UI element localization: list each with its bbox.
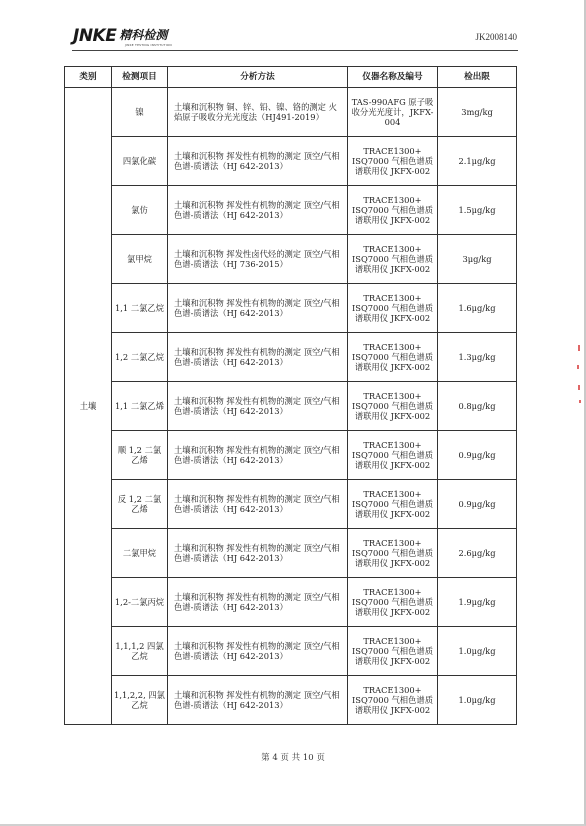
method-text: 土壤和沉积物 挥发性有机物的测定 顶空/气相色谱-质谱法（HJ 642-2013） [174, 445, 340, 465]
instrument-cell: TRACE1300+ ISQ7000 气相色谱质谱联用仪 JKFX-002 [348, 284, 438, 333]
table-row [65, 627, 517, 676]
method-cell [168, 88, 348, 137]
item-cell: 1,1,2,2, 四氯乙烷 [112, 676, 168, 725]
instrument-cell: TRACE1300+ ISQ7000 气相色谱质谱联用仪 JKFX-002 [348, 431, 438, 480]
limit-cell: 0.9μg/kg [438, 431, 517, 480]
method-text: 土壤和沉积物 挥发性有机物的测定 顶空/气相色谱-质谱法（HJ 642-2013） [174, 347, 340, 367]
item-cell: 1,1 二氯乙烷 [112, 284, 168, 333]
method-text: 土壤和沉积物 挥发性卤代烃的测定 顶空/气相色谱-质谱法（HJ 736-2015） [174, 249, 340, 269]
limit-cell: 1.6μg/kg [438, 284, 517, 333]
method-text: 土壤和沉积物 挥发性有机物的测定 顶空/气相色谱-质谱法（HJ 642-2013） [174, 690, 340, 710]
instrument-cell: TRACE1300+ ISQ7000 气相色谱质谱联用仪 JKFX-002 [348, 578, 438, 627]
method-cell [168, 137, 348, 186]
item-cell: 1,1 二氯乙烯 [112, 382, 168, 431]
method-cell [168, 676, 348, 725]
edge-stamp-mark [578, 385, 580, 390]
table-header-row [65, 67, 517, 88]
instrument-cell: TRACE1300+ ISQ7000 气相色谱质谱联用仪 JKFX-002 [348, 333, 438, 382]
limit-cell: 1.5μg/kg [438, 186, 517, 235]
item-cell: 1,2 二氯乙烷 [112, 333, 168, 382]
page-number-footer: 第 4 页 共 10 页 [261, 753, 325, 763]
item-cell: 氯仿 [112, 186, 168, 235]
page-header [73, 28, 517, 50]
method-cell [168, 529, 348, 578]
limit-cell: 1.0μg/kg [438, 627, 517, 676]
header-limit: 检出限 [438, 67, 517, 88]
method-cell [168, 431, 348, 480]
header-item: 检测项目 [112, 67, 168, 88]
header-divider [72, 50, 518, 51]
limit-cell: 3mg/kg [438, 88, 517, 137]
method-text: 土壤和沉积物 挥发性有机物的测定 顶空/气相色谱-质谱法（HJ 642-2013） [174, 396, 340, 416]
limit-cell: 1.0μg/kg [438, 676, 517, 725]
method-cell [168, 480, 348, 529]
edge-stamp-mark [579, 400, 581, 403]
instrument-cell: TRACE1300+ ISQ7000 气相色谱质谱联用仪 JKFX-002 [348, 235, 438, 284]
table-row [65, 235, 517, 284]
method-text: 土壤和沉积物 挥发性有机物的测定 顶空/气相色谱-质谱法（HJ 642-2013） [174, 200, 340, 220]
method-text: 土壤和沉积物 挥发性有机物的测定 顶空/气相色谱-质谱法（HJ 642-2013） [174, 592, 340, 612]
method-text: 土壤和沉积物 挥发性有机物的测定 顶空/气相色谱-质谱法（HJ 642-2013） [174, 151, 340, 171]
limit-cell: 0.9μg/kg [438, 480, 517, 529]
item-cell: 四氯化碳 [112, 137, 168, 186]
instrument-cell: TRACE1300+ ISQ7000 气相色谱质谱联用仪 JKFX-002 [348, 382, 438, 431]
limit-cell: 1.9μg/kg [438, 578, 517, 627]
method-cell [168, 578, 348, 627]
report-number: JK2008140 [475, 32, 517, 42]
header-method: 分析方法 [168, 67, 348, 88]
method-text: 土壤和沉积物 挥发性有机物的测定 顶空/气相色谱-质谱法（HJ 642-2013） [174, 494, 340, 514]
logo-chinese-name: 精科检测 [119, 28, 168, 42]
item-cell: 顺 1,2 二氯乙烯 [112, 431, 168, 480]
limit-cell: 0.8μg/kg [438, 382, 517, 431]
header-instrument: 仪器名称及编号 [348, 67, 438, 88]
item-cell: 1,2-二氯丙烷 [112, 578, 168, 627]
edge-stamp-mark [577, 365, 579, 369]
method-text: 土壤和沉积物 挥发性有机物的测定 顶空/气相色谱-质谱法（HJ 642-2013） [174, 543, 340, 563]
method-cell [168, 284, 348, 333]
method-cell [168, 627, 348, 676]
table-row [65, 382, 517, 431]
method-cell [168, 382, 348, 431]
instrument-cell: TRACE1300+ ISQ7000 气相色谱质谱联用仪 JKFX-002 [348, 137, 438, 186]
method-text: 土壤和沉积物 铜、锌、铅、镍、铬的测定 火焰原子吸收分光光度法（HJ491-2019） [174, 102, 337, 122]
table-row [65, 284, 517, 333]
table-row [65, 333, 517, 382]
instrument-cell: TRACE1300+ ISQ7000 气相色谱质谱联用仪 JKFX-002 [348, 676, 438, 725]
table-row [65, 529, 517, 578]
detection-limits-table [64, 66, 517, 725]
method-text: 土壤和沉积物 挥发性有机物的测定 顶空/气相色谱-质谱法（HJ 642-2013） [174, 298, 340, 318]
item-cell: 镍 [112, 88, 168, 137]
limit-cell: 2.6μg/kg [438, 529, 517, 578]
table-row [65, 137, 517, 186]
instrument-cell: TRACE1300+ ISQ7000 气相色谱质谱联用仪 JKFX-002 [348, 627, 438, 676]
method-cell [168, 235, 348, 284]
category-cell: 土壤 [65, 88, 112, 725]
table-row [65, 186, 517, 235]
instrument-cell: TRACE1300+ ISQ7000 气相色谱质谱联用仪 JKFX-002 [348, 186, 438, 235]
item-cell: 氯甲烷 [112, 235, 168, 284]
table-row [65, 676, 517, 725]
table-row [65, 88, 517, 137]
instrument-cell: TRACE1300+ ISQ7000 气相色谱质谱联用仪 JKFX-002 [348, 480, 438, 529]
table-row [65, 578, 517, 627]
logo-subtitle: JINKE TESTING INSTITUTION [125, 43, 172, 47]
item-cell: 1,1,1,2 四氯乙烷 [112, 627, 168, 676]
item-cell: 反 1,2 二氯乙烯 [112, 480, 168, 529]
table-row [65, 480, 517, 529]
method-cell [168, 333, 348, 382]
method-cell [168, 186, 348, 235]
limit-cell: 1.3μg/kg [438, 333, 517, 382]
table-row [65, 431, 517, 480]
header-category: 类别 [65, 67, 112, 88]
limit-cell: 3μg/kg [438, 235, 517, 284]
method-text: 土壤和沉积物 挥发性有机物的测定 顶空/气相色谱-质谱法（HJ 642-2013） [174, 641, 340, 661]
instrument-cell: TAS-990AFG 原子吸收分光光度计，JKFX-004 [348, 88, 438, 137]
edge-stamp-mark [578, 345, 580, 351]
limit-cell: 2.1μg/kg [438, 137, 517, 186]
logo-wordmark: JNKE [73, 26, 117, 46]
item-cell: 二氯甲烷 [112, 529, 168, 578]
instrument-cell: TRACE1300+ ISQ7000 气相色谱质谱联用仪 JKFX-002 [348, 529, 438, 578]
